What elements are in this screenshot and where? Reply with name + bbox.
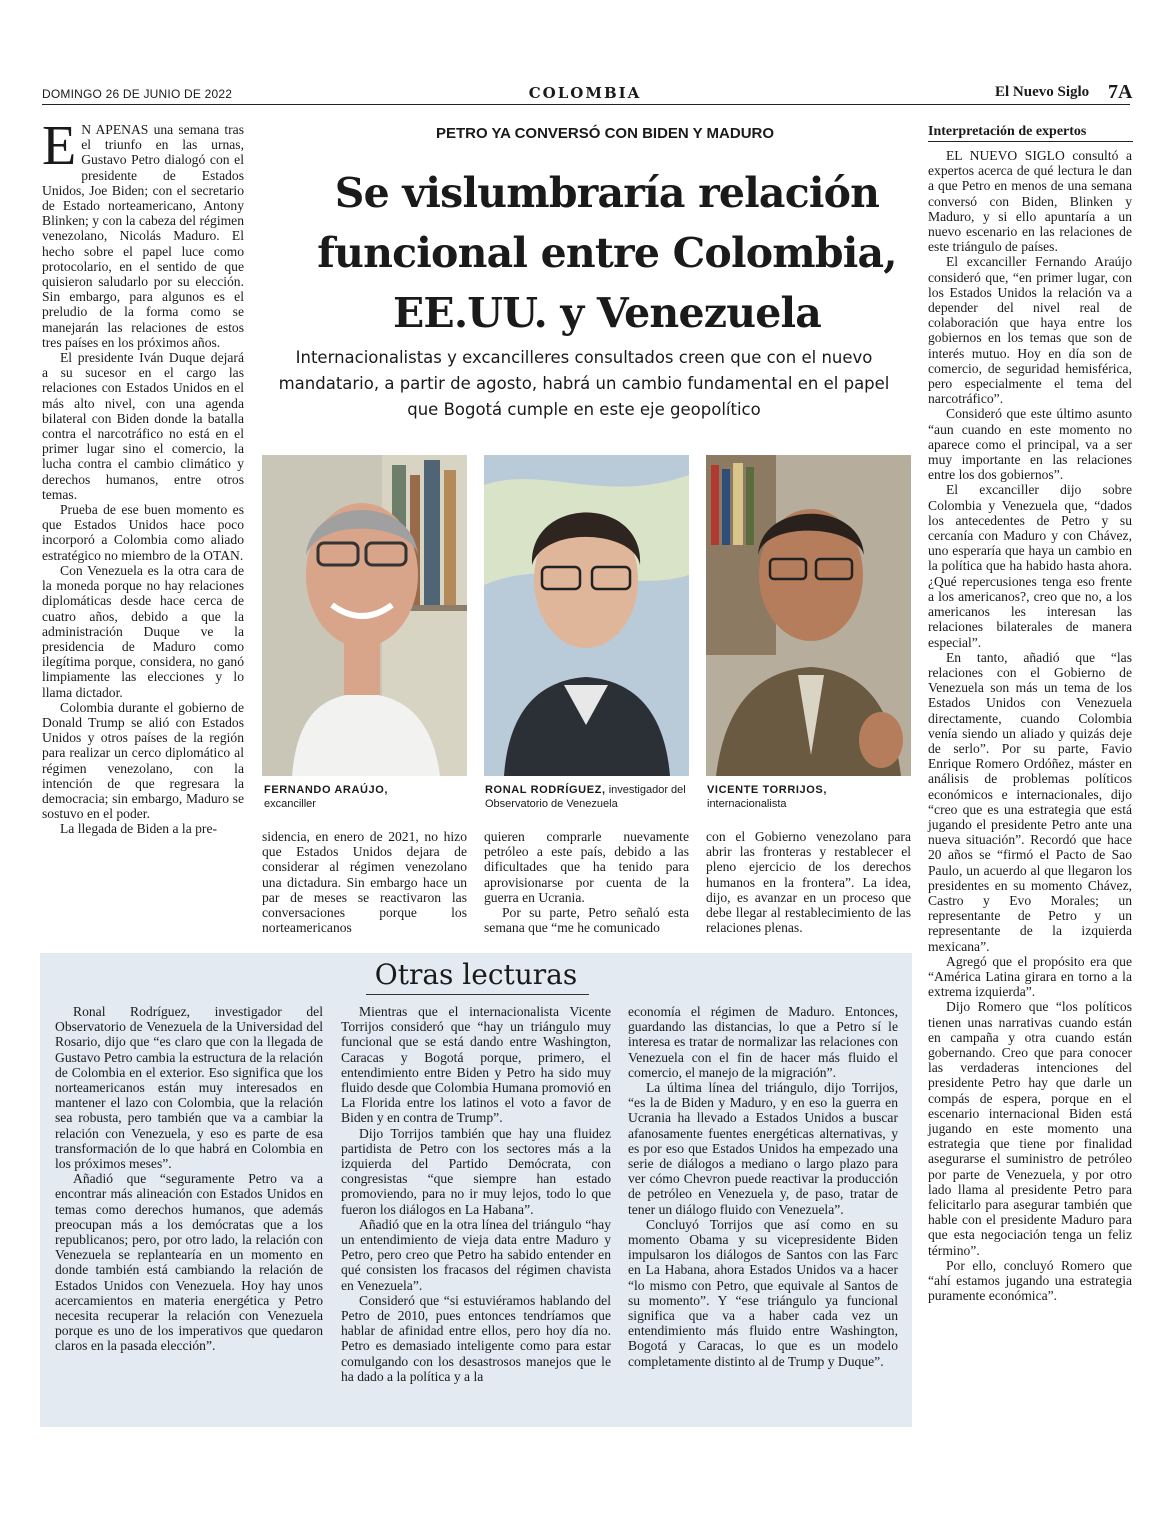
sidebar-paragraph: El excanciller dijo sobre Colombia y Venezuela que, “dados los antecedentes de Petro y su cercanía con Maduro y con Chávez, uno esperaría que haya un cambio en la política que ha habido hasta ahora. ¿Qué repercusiones tenga eso frente a los americanos?, creo que no, a los americanos les interesan las relaciones bilaterales de manera especial”. [928,482,1132,650]
headline-line: EE.UU. y Venezuela [392,289,822,337]
header-rule [42,104,1130,105]
otras-paragraph: Dijo Torrijos también que hay una fluidez partidista de Petro con los sectores más a la izquierda del Partido Demócrata, con congresistas “que siempre han estado promoviendo, para no ir muy lejos, todo lo que fueron los diálogos en La Habana”. [341,1125,611,1217]
mid-column-3 [706,829,911,935]
photo-vicente-torrijos [706,455,911,776]
article-paragraph: La llegada de Biden a la pre- [60,821,218,837]
otras-column-3 [628,1004,898,1369]
headline-line: funcional entre Colombia, [317,229,897,277]
caption-name: RONAL RODRÍGUEZ, [485,784,606,796]
article-paragraph: Prueba de ese buen momento es que Estados Unidos hace poco incorporó a Colombia como aliado estratégico no miembro de la OTAN. [42,502,244,563]
otras-lecturas-rule [366,994,589,995]
sidebar-title: Interpretación de expertos [928,124,1087,139]
otras-column-2 [341,1004,611,1384]
article-paragraph: sidencia, en enero de 2021, no hizo que Estados Unidos dejara de considerar al régimen venezolano una dictadura. Sin embargo hace un par de meses se reactivaron las conversaciones porque los norteamericanos [262,829,467,936]
left-column [42,115,244,837]
sidebar-paragraph: EL NUEVO SIGLO consultó a expertos acerca de qué lectura le dan a que Petro en menos de una semana conversó con Biden, Blinken y Maduro, y si ello apuntaría a un nuevo escenario en las relaciones de este triángulo de países. [928,148,1132,255]
sidebar-paragraph: En tanto, añadió que “las relaciones con el Gobierno de Venezuela son más un tema de los Estados Unidos con Venezuela directamente, cuando Colombia venía siendo un aliado y quizás deje de serlo”. Por su parte, Favio Enrique Romero Ordóñez, máster en análisis de problemas políticos económicos e internacionales, dijo “creo que es una estrategia que está jugando el presidente Petro ante una nueva situación”. Recordó que hace 20 años se “firmó el Pacto de Sao Paulo, un acuerdo al que llegaron los presidentes en su momento Chávez, Castro y Evo Morales; un representante de Petro y un representante de la izquierda mexicana”. [928,649,1132,954]
article-deck: Internacionalistas y excancilleres consultados creen que con el nuevo mandatario, a partir de agosto, habrá un cambio fundamental en el papel que Bogotá cumple en este eje geopolítico [278,348,890,419]
otras-paragraph: Consideró que “si estuviéramos hablando del Petro de 2010, pues entonces tendríamos que hablar de afinidad entre ellos, pero hoy día no. Petro es demasiado inteligente como para estar comulgando con los desastrosos manejos que le ha dado a la política y a la [341,1292,611,1384]
otras-paragraph: La última línea del triángulo, dijo Torrijos, “es la de Biden y Maduro, y en eso la guerra en Ucrania ha llevado a Estados Unidos a buscar afanosamente fuentes energéticas alternativas, y es por eso que Estados Unidos ha empezado una serie de diálogos a mediano o largo plazo para ver cómo Chevron puede reactivar la producción de petróleo en Venezuela y, de paso, tratar de tener un diálogo fluido con Venezuela”. [628,1080,898,1217]
sidebar-paragraph: Consideró que este último asunto “aun cuando en este momento no aparece como el principal, va a ser muy importante en las relaciones entre los dos gobiernos”. [928,406,1132,483]
otras-paragraph: Concluyó Torrijos que así como en su momento Obama y su vicepresidente Biden impulsaron los diálogos de Santos con las Farc en La Habana, ahora Estados Unidos va a hacer “lo mismo con Petro, que equivale al Santos de su momento”. Y “ese triángulo ya funcional significa que va a haber cada vez un entendimiento más fluido entre Washington, Bogotá y Caracas, lo que es un modelo completamente distinto al de Trump y Duque”. [628,1216,898,1369]
sidebar-paragraph: Por ello, concluyó Romero que “ahí estamos jugando una estrategia puramente económica”. [928,1257,1132,1304]
mid-column-2 [484,829,689,935]
otras-paragraph: Añadió que en la otra línea del triángulo “hay un entendimiento de vieja data entre Maduro y Petro, pero creo que Petro ha sabido entender en qué consisten los fracasos del régimen chavista en Venezuela”. [341,1216,611,1293]
otras-paragraph: economía el régimen de Maduro. Entonces, guardando las distancias, lo que a Petro sí le interesa es tratar de normalizar las relaciones con Venezuela con el fin de hacer más fluido el comercio, el manejo de la migración”. [628,1004,898,1080]
article-paragraph: con el Gobierno venezolano para abrir las fronteras y restablecer el pleno ejercicio de los derechos humanos en la frontera”. La idea, dijo, es avanzar en un proceso que debe llegar al restablecimiento de las relaciones plenas. [706,829,911,936]
issue-date: DOMINGO 26 DE JUNIO DE 2022 [42,87,233,101]
otras-paragraph: Añadió que “seguramente Petro va a encontrar más alineación con Estados Unidos en temas como derechos humanos, que además preocupan más a los demócratas que a los republicanos; pero, por otro lado, la relación con Venezuela se replantearía en un momento en donde también está cambiando la relación de Estados Unidos con Venezuela. Hoy hay unos acercamientos en materia energética y Petro necesita recuperar la relación con Venezuela porque es uno de los imperativos que quedaron claros en la pasada elección”. [55,1171,323,1354]
caption-role: internacionalista [707,798,787,810]
photo-caption [485,783,690,811]
sidebar-paragraph: El excanciller Fernando Araújo consideró que, “en primer lugar, con los Estados Unidos la relación va a depender del nivel real de colaboración que haya entre los gobiernos en los temas que son de interés mutuo. Hoy en día son de comercio, de seguridad hemisférica, pero especialmente el tema del narcotráfico”. [928,254,1132,407]
otras-column-1 [55,1004,323,1354]
photo-caption [707,783,907,811]
dropcap: E [42,115,77,177]
sidebar-rule [928,141,1133,142]
caption-name: FERNANDO ARAÚJO, [264,784,389,796]
newspaper-name: El Nuevo Siglo [995,84,1090,100]
photo-fernando-araujo [262,455,467,776]
caption-name: VICENTE TORRIJOS, [707,784,828,796]
article-paragraph: Por su parte, Petro señaló esta semana que “me he comunicado [484,905,689,936]
page-number: 7A [1108,81,1133,103]
otras-paragraph: Ronal Rodríguez, investigador del Observatorio de Venezuela de la Universidad del Rosario, dijo que “es claro que con la llegada de Gustavo Petro cambia la estructura de la relación de Colombia en el exterior. Eso significa que los norteamericanos están muy interesados en mantener el lazo con Colombia, que la relación sea robusta, pero también que va a cambiar la relación con Venezuela, y eso es parte de esa transformación de lo que habrá en Colombia en los próximos meses”. [55,1004,323,1172]
caption-role: investigador del Observatorio de Venezuela [485,784,686,810]
article-paragraph: Colombia durante el gobierno de Donald Trump se alió con Estados Unidos y otros países de la región para realizar un cerco diplomático al régimen venezolano, con la intención de que regresara la democracia; sin embargo, Maduro se sostuvo en el poder. [42,699,244,822]
mid-column-1 [262,829,467,935]
article-paragraph: Con Venezuela es la otra cara de la moneda porque no hay relaciones diplomáticas desde hace cerca de cuatro años, debido a que la administración Duque ve la presidencia de Maduro como ilegítima porque, considera, no ganó limpiamente las elecciones y lo llama dictador. [42,562,244,700]
article-paragraph: quieren comprarle nuevamente petróleo a este país, debido a las dificultades que ha tenido para aprovisionarse por cuenta de la guerra en Ucrania. [484,829,689,905]
otras-lecturas-title: Otras lecturas [374,958,578,991]
sidebar-paragraph: Dijo Romero que “los políticos tienen unas narrativas cuando están en campaña y otra cuando están gobernando. Creo que para conocer las verdaderas intenciones del presidente Petro hay que darle un compás de espera, porque en el escenario internacional Biden está jugando en este momento una estrategia que tiene por finalidad asegurarse el suministro de petróleo por parte de Venezuela, y por otro lado llama al presidente Petro para felicitarlo para asegurar también que hable con el presidente Maduro para que esta negociación tenga un feliz término”. [928,999,1132,1258]
headline-line: Se vislumbraría relación [334,169,880,217]
sidebar-paragraph: Agregó que el propósito era que “América Latina girara en torno a la extrema izquierda”. [928,953,1132,1000]
section-name: COLOMBIA [528,84,642,102]
article-kicker: PETRO YA CONVERSÓ CON BIDEN Y MADURO [435,125,775,142]
caption-role: excanciller [264,798,316,810]
photo-ronal-rodriguez [484,455,689,776]
article-headline [262,163,952,343]
sidebar-column [928,148,1132,1303]
article-paragraph: N APENAS una semana tras el triunfo en las urnas, Gustavo Petro dialogó con el presidente de Estados Unidos, Joe Biden; con el secretario de Estado norteamericano, Antony Blinken; y con la cabeza del régimen venezolano, Nicolás Maduro. El hecho sobre el papel luce como protocolario, en el sentido de que quisieron saludarlo por su elección. Sin embargo, para algunos es el preludio de la forma como se manejarán las relaciones de estos tres países en los próximos años. [42,122,244,350]
photo-caption [264,783,464,811]
otras-paragraph: Mientras que el internacionalista Vicente Torrijos consideró que “hay un triángulo muy funcional que se está dando entre Washington, Caracas y Bogotá porque, primero, el entendimiento entre Biden y Petro ha sido muy fluido desde que Colombia Humana promovió en La Florida entre los latinos el voto a favor de Biden y en contra de Trump”. [341,1004,611,1126]
article-paragraph: El presidente Iván Duque dejará a su sucesor en el cargo las relaciones con Estados Unidos en el más alto nivel, con una agenda bilateral con Biden donde la batalla contra el narcotráfico no está en el primer lugar sino el comercio, la lucha contra el cambio climático y derechos humanos, entre otros temas. [42,350,244,502]
